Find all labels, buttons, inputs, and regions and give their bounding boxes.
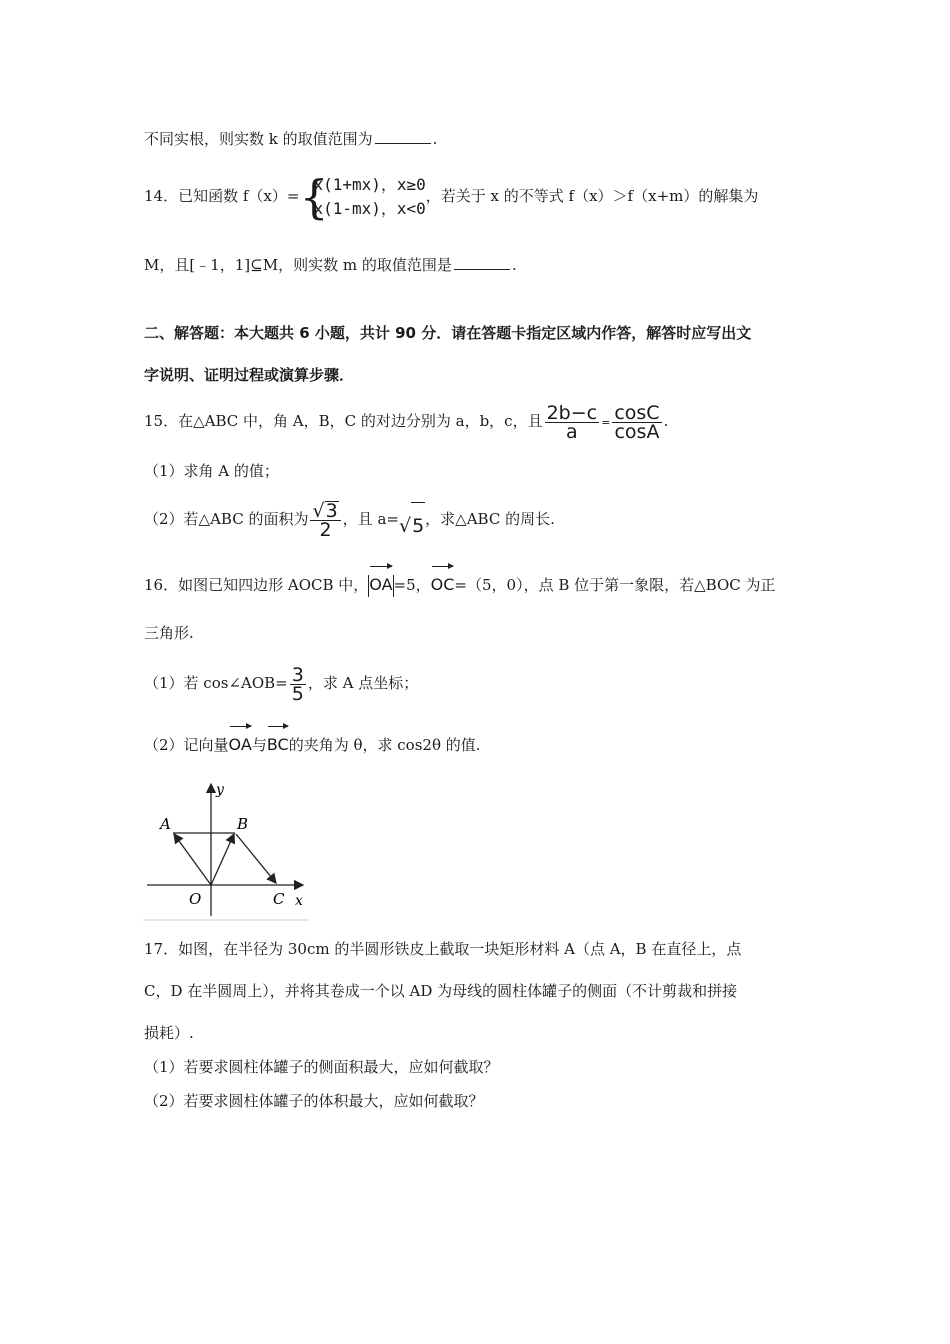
q17-part1-text: （1）若要求圆柱体罐子的侧面积最大，应如何截取？ xyxy=(144,1058,499,1076)
q15-end: . xyxy=(663,412,669,430)
section-heading xyxy=(144,322,751,344)
q16-figure xyxy=(143,778,309,922)
q16-part1-text-a: （1）若 cos∠AOB= xyxy=(144,674,288,692)
sqrt-symbol: √3 xyxy=(312,500,338,522)
cos-fraction xyxy=(290,663,306,705)
q17-line2 xyxy=(144,980,737,1002)
q17-line1 xyxy=(144,938,741,960)
answer-blank xyxy=(375,129,431,144)
q14-line2 xyxy=(144,254,517,276)
q13-text: 不同实根，则实数 k 的取值范围为 xyxy=(144,130,373,148)
vector-bc-line xyxy=(236,834,276,883)
vector-oa-2: OA xyxy=(229,722,252,762)
label-c: C xyxy=(273,890,285,908)
q15-part2-text-a: （2）若△ABC 的面积为 xyxy=(144,510,309,528)
q14-end: . xyxy=(511,256,517,274)
q16-abs-value: =5， xyxy=(393,576,431,594)
piece-case-1: x(1+mx)，x≥0 xyxy=(313,175,426,194)
vector-oa: OA xyxy=(369,562,392,602)
q17-line1-text: 17．如图，在半径为 30cm 的半圆形铁皮上截取一块矩形材料 A（点 A，B 在直径上，点 xyxy=(144,940,742,958)
fraction-1 xyxy=(545,401,600,443)
fraction-2 xyxy=(612,401,661,443)
q17-line3-text: 损耗）. xyxy=(144,1024,194,1042)
q15-part1-text: （1）求角 A 的值； xyxy=(144,462,279,480)
equals-sign: = xyxy=(601,416,611,429)
q15-part1 xyxy=(144,460,279,482)
q14-line1 xyxy=(144,170,758,222)
area-fraction xyxy=(310,501,340,539)
label-o: O xyxy=(189,890,202,908)
q16-part1-text-b: ，求 A 点坐标； xyxy=(307,674,419,692)
cos-numerator: 3 xyxy=(291,663,304,686)
label-b: B xyxy=(237,815,249,833)
q16-part2-with: 与 xyxy=(251,736,267,754)
q13-end: . xyxy=(432,130,438,148)
vector-bc: BC xyxy=(267,722,289,762)
q16-line2-text: 三角形. xyxy=(144,624,194,642)
vector-ob-line xyxy=(211,834,234,885)
vector-oa-line xyxy=(174,834,211,885)
piecewise-function xyxy=(299,170,426,224)
q17-part2 xyxy=(144,1090,484,1112)
area-radicand: 3 xyxy=(325,500,338,522)
q16-stem xyxy=(144,562,776,602)
q17-part1 xyxy=(144,1056,499,1078)
q15-part2-text-b: ，且 a= xyxy=(342,510,399,528)
vector-oc: OC xyxy=(431,562,455,602)
q13-tail xyxy=(144,128,437,150)
q17-line2-text: C，D 在半圆周上），并将其卷成一个以 AD 为母线的圆柱体罐子的侧面（不计剪裁和拼接 xyxy=(144,982,738,1000)
q17-line3 xyxy=(144,1022,194,1044)
q14-suffix: ，若关于 x 的不等式 f（x）＞f（x+m）的解集为 xyxy=(425,187,759,205)
q16-part2 xyxy=(144,722,481,762)
area-denominator: 2 xyxy=(319,519,332,541)
q14-prefix: 14．已知函数 f（x）= xyxy=(144,187,300,205)
q15-prefix: 15．在△ABC 中，角 A，B，C 的对边分别为 a，b，c，且 xyxy=(144,412,543,430)
answer-blank xyxy=(454,255,510,270)
sqrt-a: √5 xyxy=(399,502,425,549)
label-y: y xyxy=(216,782,224,798)
label-x: x xyxy=(295,893,303,909)
q16-part2-text-a: （2）记向量 xyxy=(144,736,229,754)
q16-oc-value: =（5，0），点 B 位于第一象限，若△BOC 为正 xyxy=(454,576,776,594)
q15-part2-text-c: ，求△ABC 的周长. xyxy=(425,510,555,528)
q14-line2-text: M，且[﹣1，1]⊆M，则实数 m 的取值范围是 xyxy=(144,256,452,274)
q16-prefix: 16．如图已知四边形 AOCB 中， xyxy=(144,576,369,594)
q17-part2-text: （2）若要求圆柱体罐子的体积最大，应如何截取？ xyxy=(144,1092,484,1110)
q16-part2-text-b: 的夹角为 θ，求 cos2θ 的值. xyxy=(288,736,481,754)
frac2-denominator: cosA xyxy=(614,420,660,443)
brace-symbol: { xyxy=(299,170,329,224)
frac1-numerator: 2b−c xyxy=(546,401,598,424)
piece-case-2: x(1-mx)，x<0 xyxy=(313,199,426,218)
cos-denominator: 5 xyxy=(291,682,304,705)
a-radicand: 5 xyxy=(411,502,425,549)
section-heading-2 xyxy=(144,364,354,386)
label-a: A xyxy=(160,815,171,833)
section-heading-line2: 字说明、证明过程或演算步骤． xyxy=(144,366,355,384)
q16-line2 xyxy=(144,622,194,644)
section-heading-line1: 二、解答题：本大题共 6 小题，共计 90 分．请在答题卡指定区域内作答，解答时应写出文 xyxy=(144,324,752,342)
q15-part2 xyxy=(144,496,555,549)
area-numerator xyxy=(310,501,340,521)
frac1-denominator: a xyxy=(566,420,578,443)
q15-stem xyxy=(144,398,668,446)
frac2-numerator: cosC xyxy=(614,401,660,424)
q16-part1 xyxy=(144,660,418,706)
